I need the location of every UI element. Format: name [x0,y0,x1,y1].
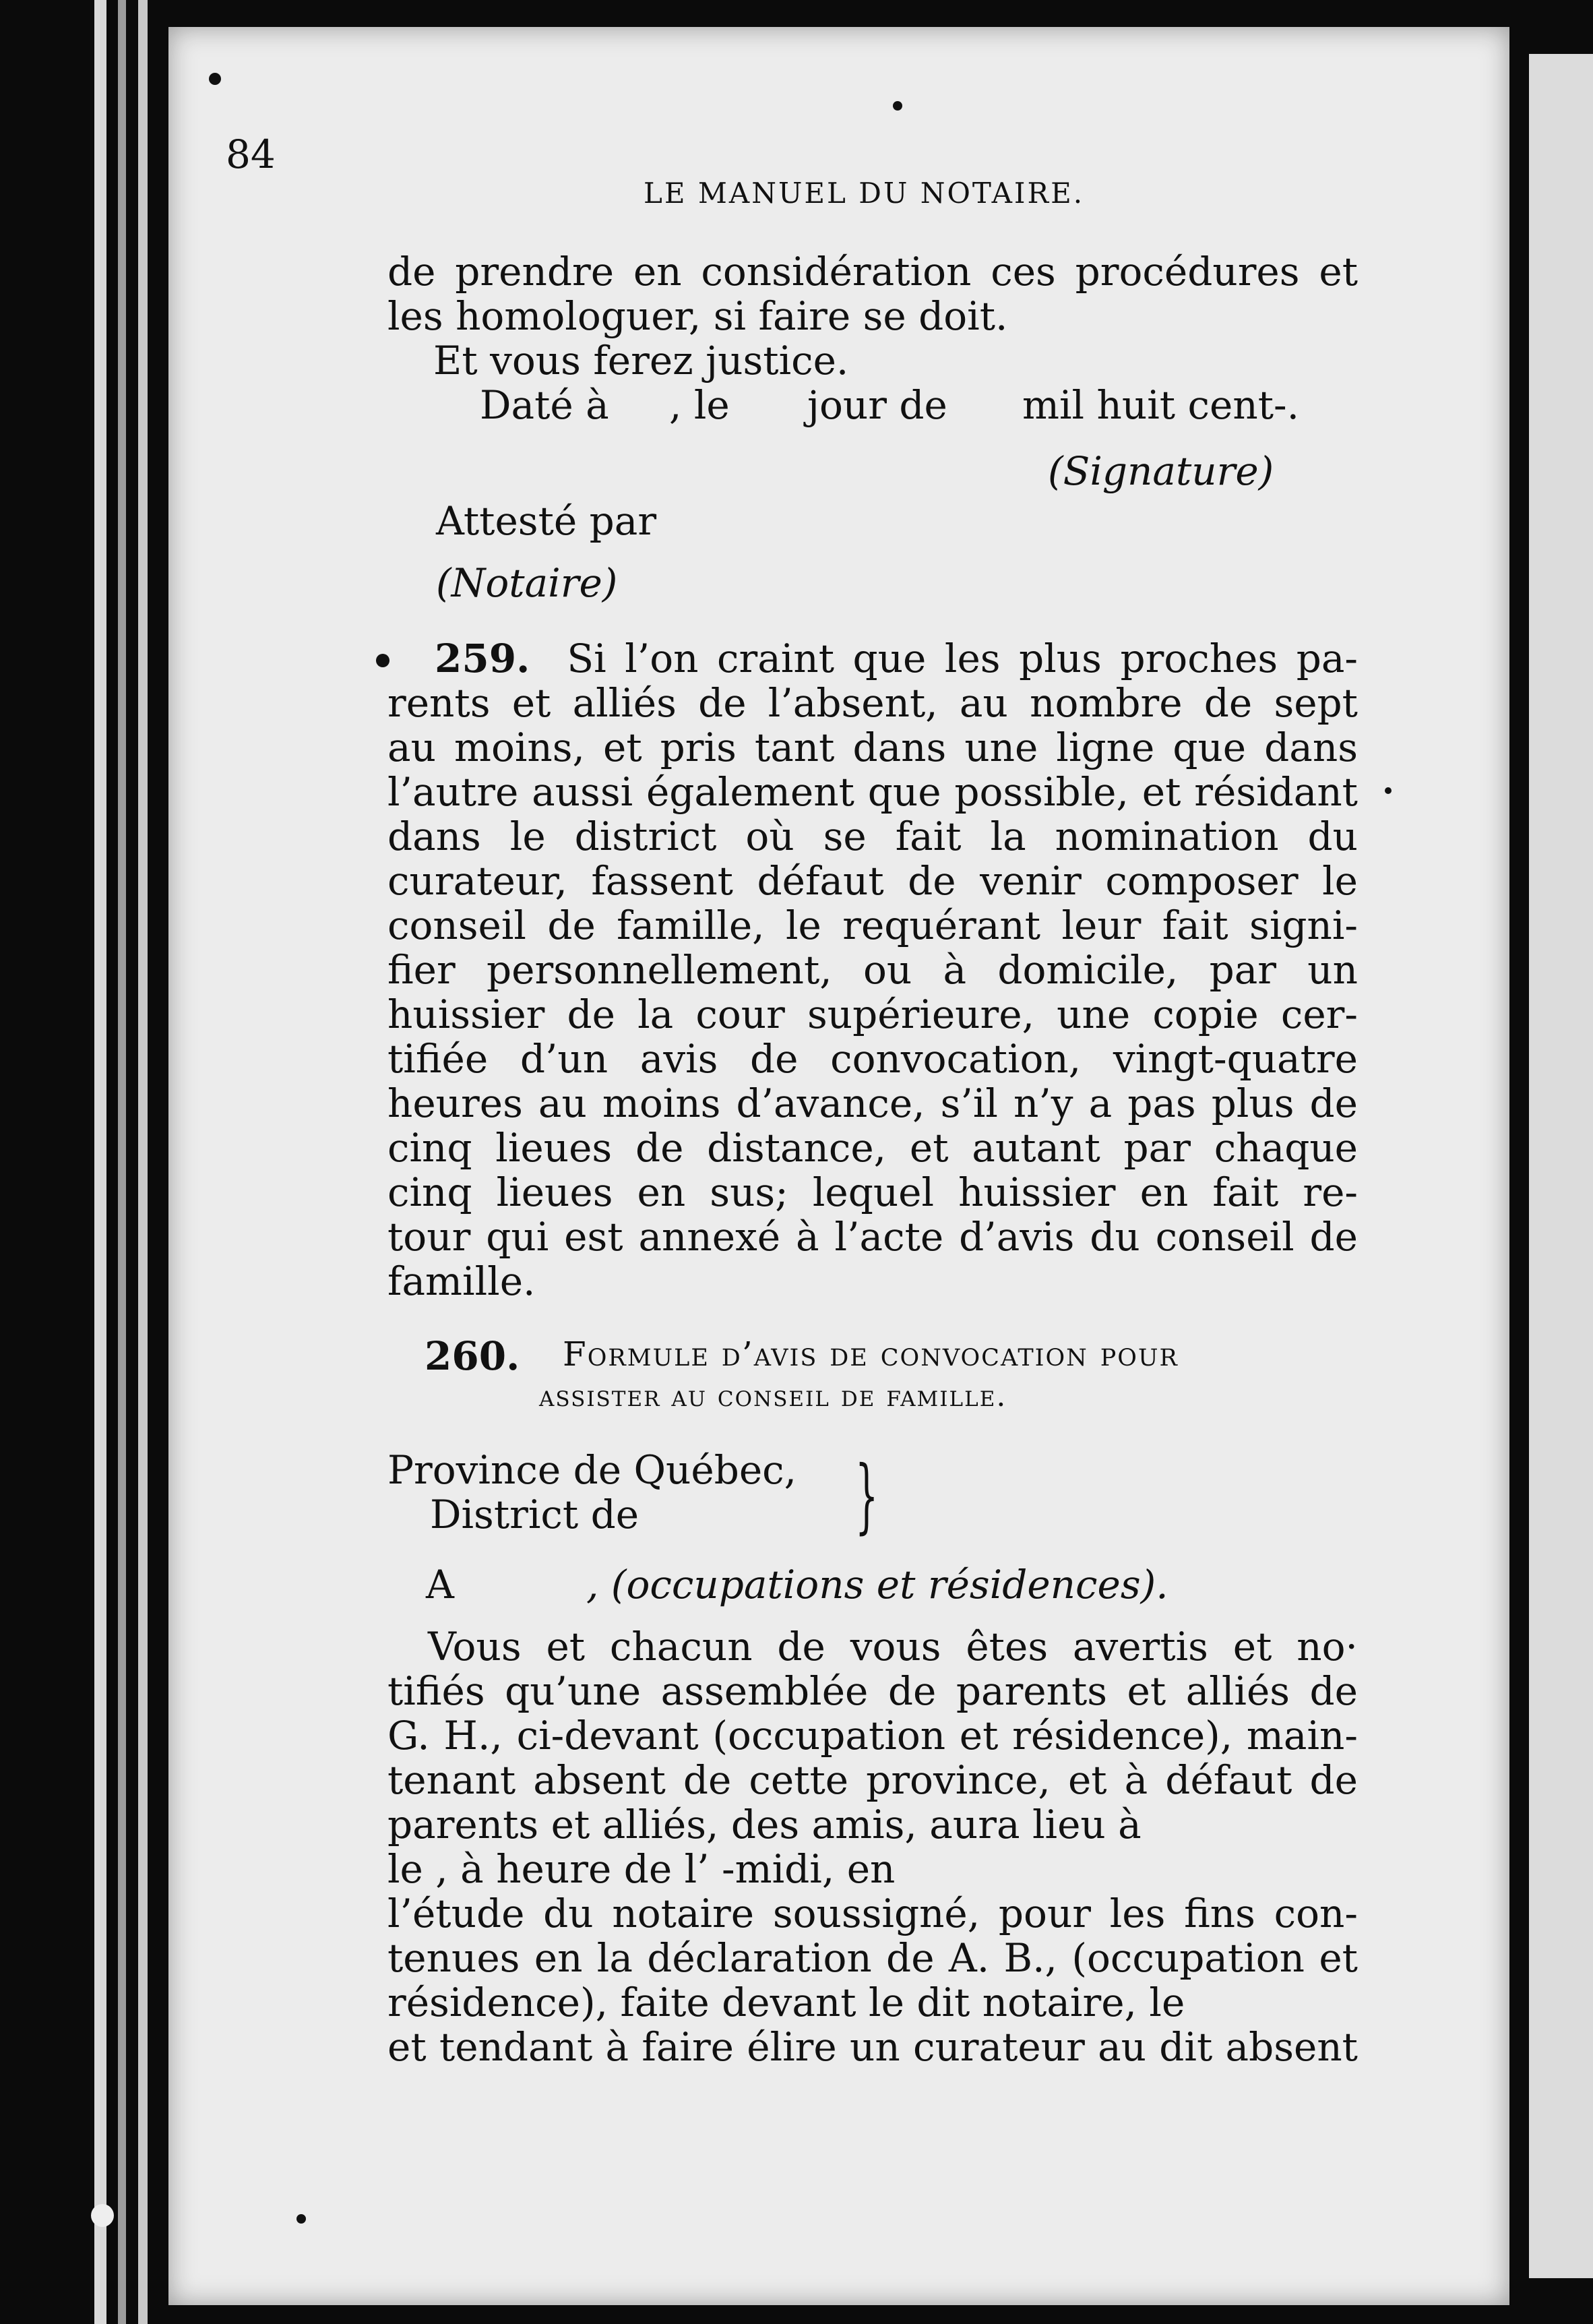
text-line: tenues en la déclaration de A. B., (occupation et [387,1935,1358,1981]
text-line: heures au moins d’avance, s’il n’y a pas plus de [387,1080,1358,1126]
scan-speck [893,101,902,111]
text-line: G. H., ci-devant (occupation et résidence), main- [387,1713,1358,1759]
district-line: District de [430,1492,639,1537]
scan-speck [91,2204,114,2227]
brace-mark: } [854,1449,879,1543]
text-line: conseil de famille, le requérant leur fait signi- [387,903,1358,948]
book-edge [94,0,106,2324]
text-line: Et vous ferez justice. [433,338,849,384]
text-line: cinq lieues de distance, et autant par chaque [387,1125,1358,1171]
recipient-occupations: , (occupations et résidences). [586,1562,1168,1608]
paragraph-259 [387,636,1358,1304]
recipient-a: A [426,1562,454,1608]
text-line: et tendant à faire élire un curateur au dit absent [387,2024,1358,2070]
text-line: Vous et chacun de vous êtes avertis et no· [428,1624,1358,1670]
running-title: LE MANUEL DU NOTAIRE. [644,177,1085,210]
text-line: dans le district où se fait la nomination du [387,814,1358,859]
heading-260-line1: Formule d’avis de convocation pour [563,1335,1179,1374]
text-line: tifiée d’un avis de convocation, vingt-quatre [387,1036,1358,1082]
text-line: tenant absent de cette province, et à défaut de [387,1757,1358,1803]
text-line: tour qui est annexé à l’acte d’avis du conseil de [387,1214,1358,1260]
text-line: le , à heure de l’ -midi, en [387,1846,896,1892]
date-year: mil huit cent-. [1022,382,1300,428]
text-line [387,636,1358,681]
notice-paragraph [387,1624,1358,2069]
facing-page-edge [1529,54,1593,2278]
scan-speck [376,654,389,667]
book-edge [118,0,126,2324]
text-span: Si l’on craint que les plus proches pa- [567,636,1358,681]
page-number: 84 [226,131,276,177]
heading-260-line2: assister au conseil de famille. [539,1379,1007,1413]
attest-label: Attesté par [436,498,657,544]
text-line: résidence), faite devant le dit notaire, le [387,1980,1185,2025]
scan-speck [209,73,221,85]
date-place: Daté à [480,382,609,428]
opening-text [387,249,1358,383]
text-line: l’autre aussi également que possible, et résidant [387,769,1358,815]
scan-speck [296,2214,306,2224]
text-line: les homologuer, si faire se doit. [387,293,1008,339]
notaire-label: (Notaire) [436,560,618,606]
text-line: cinq lieues en sus; lequel huissier en fait re- [387,1169,1358,1215]
text-line: famille. [387,1258,536,1304]
signature-label: (Signature) [1048,448,1274,494]
text-line: fier personnellement, ou à domicile, par un [387,947,1358,993]
text-line: curateur, fassent défaut de venir composer le [387,858,1358,904]
text-line: au moins, et pris tant dans une ligne que dans [387,725,1358,770]
date-le: , le [669,382,730,428]
paragraph-number: 259. [435,636,530,681]
text-line: tifiés qu’une assemblée de parents et alliés de [387,1668,1358,1714]
scan-speck [1385,787,1392,794]
text-line: parents et alliés, des amis, aura lieu à [387,1802,1142,1847]
date-jour: jour de [807,382,947,428]
heading-260-number: 260. [425,1333,520,1379]
text-line: rents et alliés de l’absent, au nombre de sept [387,680,1358,726]
text-line: de prendre en considération ces procédures et [387,249,1358,295]
text-line: l’étude du notaire soussigné, pour les fins con- [387,1891,1358,1936]
book-edge [138,0,148,2324]
province-line: Province de Québec, [387,1447,797,1493]
text-line: huissier de la cour supérieure, une copie cer- [387,991,1358,1037]
